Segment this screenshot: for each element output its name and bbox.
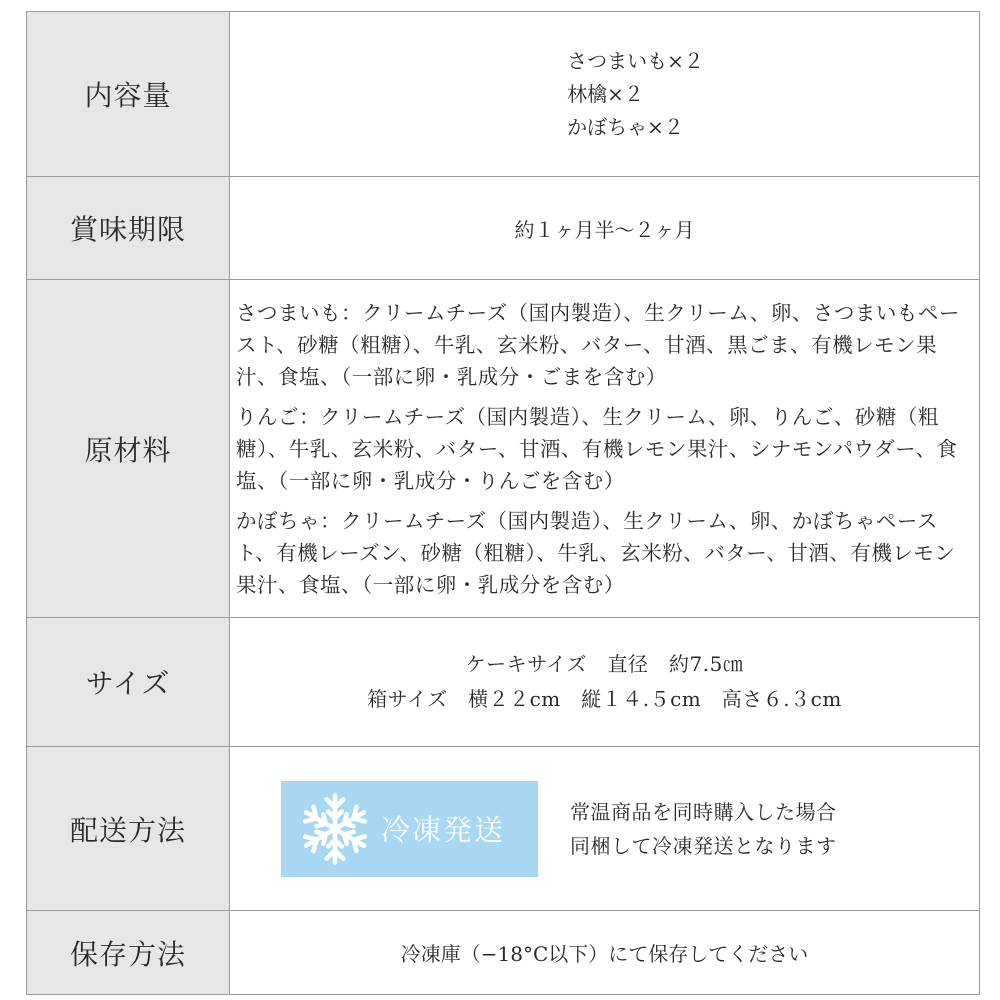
contents-line: かぼちゃ×２: [567, 114, 684, 139]
row-size: [27, 618, 980, 747]
label-size: サイズ: [27, 618, 230, 747]
label-expiry: 賞味期限: [27, 177, 230, 280]
value-ingredients: [230, 280, 980, 618]
row-storage: [27, 911, 980, 995]
ingredients-sweet-potato: さつまいも：クリームチーズ（国内製造）、生クリーム、卵、さつまいもペースト、砂糖（粗糖）、牛乳、玄米粉、バター、甘酒、黒ごま、有機レモン果汁、食塩、（一部に卵・乳成分・ごまを含む）: [236, 300, 960, 389]
frozen-badge-label: 冷凍発送: [381, 813, 506, 847]
contents-line: 林檎×２: [567, 81, 644, 106]
label-shipping: 配送方法: [27, 747, 230, 911]
value-shipping: [230, 747, 980, 911]
size-box: 箱サイズ 横２２cm 縦１４.５cm 高さ６.３cm: [367, 687, 842, 711]
ingredients-apple: りんご：クリームチーズ（国内製造）、生クリーム、卵、りんご、砂糖（粗糖）、牛乳、玄米粉、バター、甘酒、有機レモン果汁、シナモンパウダー、食塩、（一部に卵・乳成分・りんごを含む）: [236, 404, 958, 493]
frozen-shipping-badge: [281, 781, 538, 877]
row-expiry: [27, 177, 980, 280]
shipping-note: [570, 795, 837, 863]
snowflake-icon: [297, 791, 373, 867]
label-contents: 内容量: [27, 12, 230, 177]
row-ingredients: [27, 280, 980, 618]
contents-line: さつまいも×２: [567, 48, 704, 73]
size-cake: ケーキサイズ 直径 約7.5㎝: [465, 652, 744, 676]
row-shipping: [27, 747, 980, 911]
value-contents: [230, 12, 980, 177]
label-ingredients: 原材料: [27, 280, 230, 618]
value-size: [230, 618, 980, 747]
shipping-note-line: 同梱して冷凍発送となります: [570, 833, 837, 858]
product-info-table-wrapper: [26, 11, 980, 994]
shipping-note-line: 常温商品を同時購入した場合: [570, 799, 837, 824]
ingredients-pumpkin: かぼちゃ：クリームチーズ（国内製造）、生クリーム、卵、かぼちゃペースト、有機レーズン、砂糖（粗糖）、牛乳、玄米粉、バター、甘酒、有機レモン果汁、食塩、（一部に卵・乳成分を含む）: [236, 508, 956, 597]
product-info-table: [26, 11, 980, 995]
value-storage: 冷凍庫（−18°C以下）にて保存してください: [230, 911, 980, 995]
row-contents: [27, 12, 980, 177]
label-storage: 保存方法: [27, 911, 230, 995]
value-expiry: 約１ヶ月半〜２ヶ月: [230, 177, 980, 280]
